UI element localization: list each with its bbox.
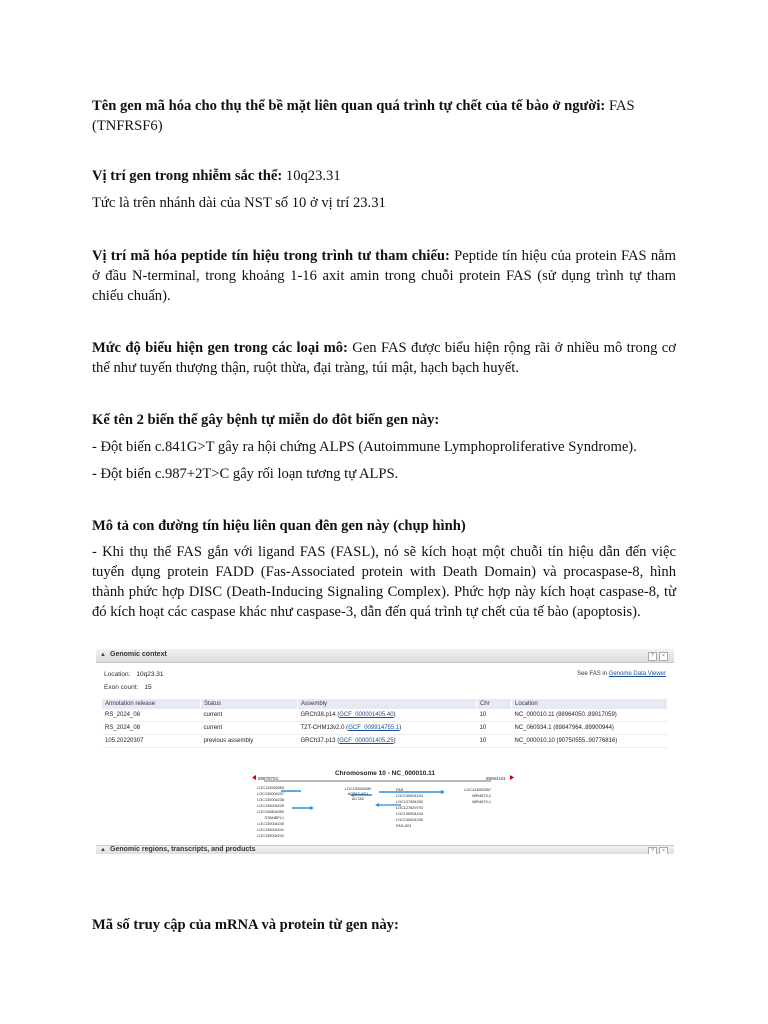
chromosome-title: Chromosome 10 - NC_000010.11 <box>334 770 436 777</box>
accession-heading: Mã số truy cập của mRNA và protein từ gen này: <box>92 917 399 933</box>
column-header[interactable]: Chr <box>477 699 512 709</box>
table-row: RS_2024_08 current GRCh38.p14 (GCF_000001405.40) 10 NC_000010.11 (88964050..89017059) <box>102 709 668 722</box>
genome-data-viewer-link[interactable]: Genome Data Viewer <box>608 671 666 677</box>
gene-label[interactable]: ACTA2 <box>352 797 364 801</box>
expression-value: Gen FAS được biểu hiện rộng rãi ở nhiều mô trong cơ thể như tuyến thượng thận, ruột thừa, đại tràng, túi mật, hạch bạch huyết. <box>92 340 676 376</box>
left-coord-label: 88879704 <box>258 776 279 781</box>
gene-label[interactable]: LOC124902553 <box>257 786 284 790</box>
gene-label[interactable]: LOC130004243 <box>396 794 423 798</box>
genomic-context-title: Genomic context <box>110 651 167 658</box>
chromosome-location-paragraph <box>92 166 676 186</box>
column-header[interactable]: Status <box>201 699 298 709</box>
gene-label[interactable]: LOC130004245 <box>396 818 423 822</box>
variant-1: - Đột biến c.841G>T gây ra hội chứng ALPS (Autoimmune Lymphoproliferative Syndrome). <box>92 439 637 455</box>
gene-label[interactable]: LOC130004244 <box>396 812 423 816</box>
gene-label[interactable]: FAS-AS1 <box>396 824 412 828</box>
chromosome-explanation: Tức là trên nhánh dài của NST số 10 ở vị trí 23.31 <box>92 195 386 211</box>
gene-label[interactable]: FAS <box>396 788 404 792</box>
gene-label[interactable]: LOC130004250 <box>344 787 372 791</box>
genomic-regions-header <box>96 845 674 854</box>
variants-heading: Kể tên 2 biến thể gây bệnh tự miễn do đôt biến gen này: <box>92 412 440 428</box>
gene-label[interactable]: LOC107984250 <box>396 800 423 804</box>
gene-label[interactable]: LOC127829793 <box>396 806 423 810</box>
gene-name-label: Tên gen mã hóa cho thụ thể bề mặt liên quan quá trình tự chết của tế bào ở người: <box>92 98 606 114</box>
assembly-link[interactable]: GCF_000001405.40 <box>339 712 394 718</box>
column-header[interactable]: Assembly <box>298 699 477 709</box>
collapse-triangle-icon[interactable]: ▲ <box>100 652 106 658</box>
chromosome-location-label: Vị trí gen trong nhiễm sắc thể: <box>92 168 283 184</box>
column-header[interactable]: Annotation release <box>102 699 201 709</box>
gene-label[interactable]: MIR4679-1 <box>472 800 491 804</box>
help-icon[interactable]: ? <box>648 652 657 661</box>
exon-info: Exon count: 15 <box>104 684 152 691</box>
help-icon[interactable]: ? <box>648 847 657 854</box>
column-header[interactable]: Location <box>512 699 668 709</box>
gene-label[interactable]: STAMBPL1 <box>264 816 284 820</box>
table-row: RS_2024_08 current T2T-CHM13v2.0 (GCF_009914755.1) 10 NC_060934.1 (89847964..89900944) <box>102 722 668 735</box>
gene-label[interactable]: LOC130004239 <box>257 804 284 808</box>
right-arrow-icon <box>510 775 514 780</box>
chromosome-location-value: 10q23.31 <box>282 168 341 184</box>
gene-name-value: FAS (TNFRSF6) <box>92 98 635 134</box>
gene-label[interactable]: LOC106804950 <box>257 810 284 814</box>
gene-label[interactable]: LOC130004237 <box>257 792 284 796</box>
chromosome-gene-map <box>96 767 674 845</box>
gene-label[interactable]: ACTA2-AS1 <box>347 792 369 796</box>
signal-peptide-label: Vị trí mã hóa peptide tín hiệu trong trình tư tham chiếu: <box>92 248 450 264</box>
table-row: 105.20220307 previous assembly GRCh37.p13 (GCF_000001405.25) 10 NC_000010.10 (90750555..90776816) <box>102 735 668 748</box>
table-header-row <box>102 699 668 709</box>
genomic-context-image <box>96 649 674 854</box>
pathway-heading: Mô tả con đường tín hiệu liên quan đên gen này (chụp hình) <box>92 518 466 534</box>
expression-label: Mức độ biểu hiện gen trong các loại mô: <box>92 340 348 356</box>
assembly-link[interactable]: GCF_000001405.25 <box>339 738 394 744</box>
genomic-context-header <box>96 649 674 663</box>
gene-label[interactable]: LOC130004238 <box>257 798 284 802</box>
gene-label[interactable]: LOC130004241 <box>257 828 284 832</box>
close-icon[interactable]: × <box>659 847 668 854</box>
genomic-regions-title: Genomic regions, transcripts, and products <box>110 846 256 853</box>
gene-label[interactable]: LOC130004242 <box>257 834 284 838</box>
left-arrow-icon <box>252 775 256 780</box>
expression-paragraph <box>92 338 676 378</box>
exon-count-value: 15 <box>144 684 152 691</box>
signal-peptide-value: Peptide tín hiệu của protein FAS nằm ở đầu N-terminal, trong khoảng 1-16 axit amin trong chuỗi protein FAS (sử dụng trình tự tham chiếu chuẩn). <box>92 248 677 304</box>
gene-label[interactable]: LOC130004240 <box>257 822 284 826</box>
close-icon[interactable]: × <box>659 652 668 661</box>
location-value: 10q23.31 <box>136 671 164 678</box>
right-coord-label: 89064161 <box>486 776 507 781</box>
gene-label[interactable]: LOC124902557 <box>464 788 491 792</box>
variant-2: - Đột biến c.987+2T>C gây rối loạn tương tự ALPS. <box>92 466 399 482</box>
pathway-description: - Khi thụ thể FAS gắn với ligand FAS (FASL), nó sẽ kích hoạt một chuỗi tín hiệu dẫn đến việc tuyển dụng protein FADD (Fas-Associated protein with Death Domain) và procaspase-8, hình thành phức hợp DISC (Death-Inducing Signaling Complex). Phức hợp này kích hoạt caspase-8, từ đó kích hoạt các caspase khác như caspase-3, dẫn đến quá trình tự chết của tế bào (apoptosis). <box>92 544 676 620</box>
signal-peptide-paragraph <box>92 246 676 306</box>
gene-name-paragraph <box>92 96 676 136</box>
assembly-link[interactable]: GCF_009914755.1 <box>348 725 400 731</box>
gene-label[interactable]: MIR4679-2 <box>472 794 491 798</box>
annotation-table <box>102 699 668 748</box>
location-info: Location: 10q23.31 <box>104 671 164 678</box>
see-in-viewer: See FAS in Genome Data Viewer <box>577 671 666 677</box>
expand-triangle-icon[interactable]: ▲ <box>100 847 106 853</box>
